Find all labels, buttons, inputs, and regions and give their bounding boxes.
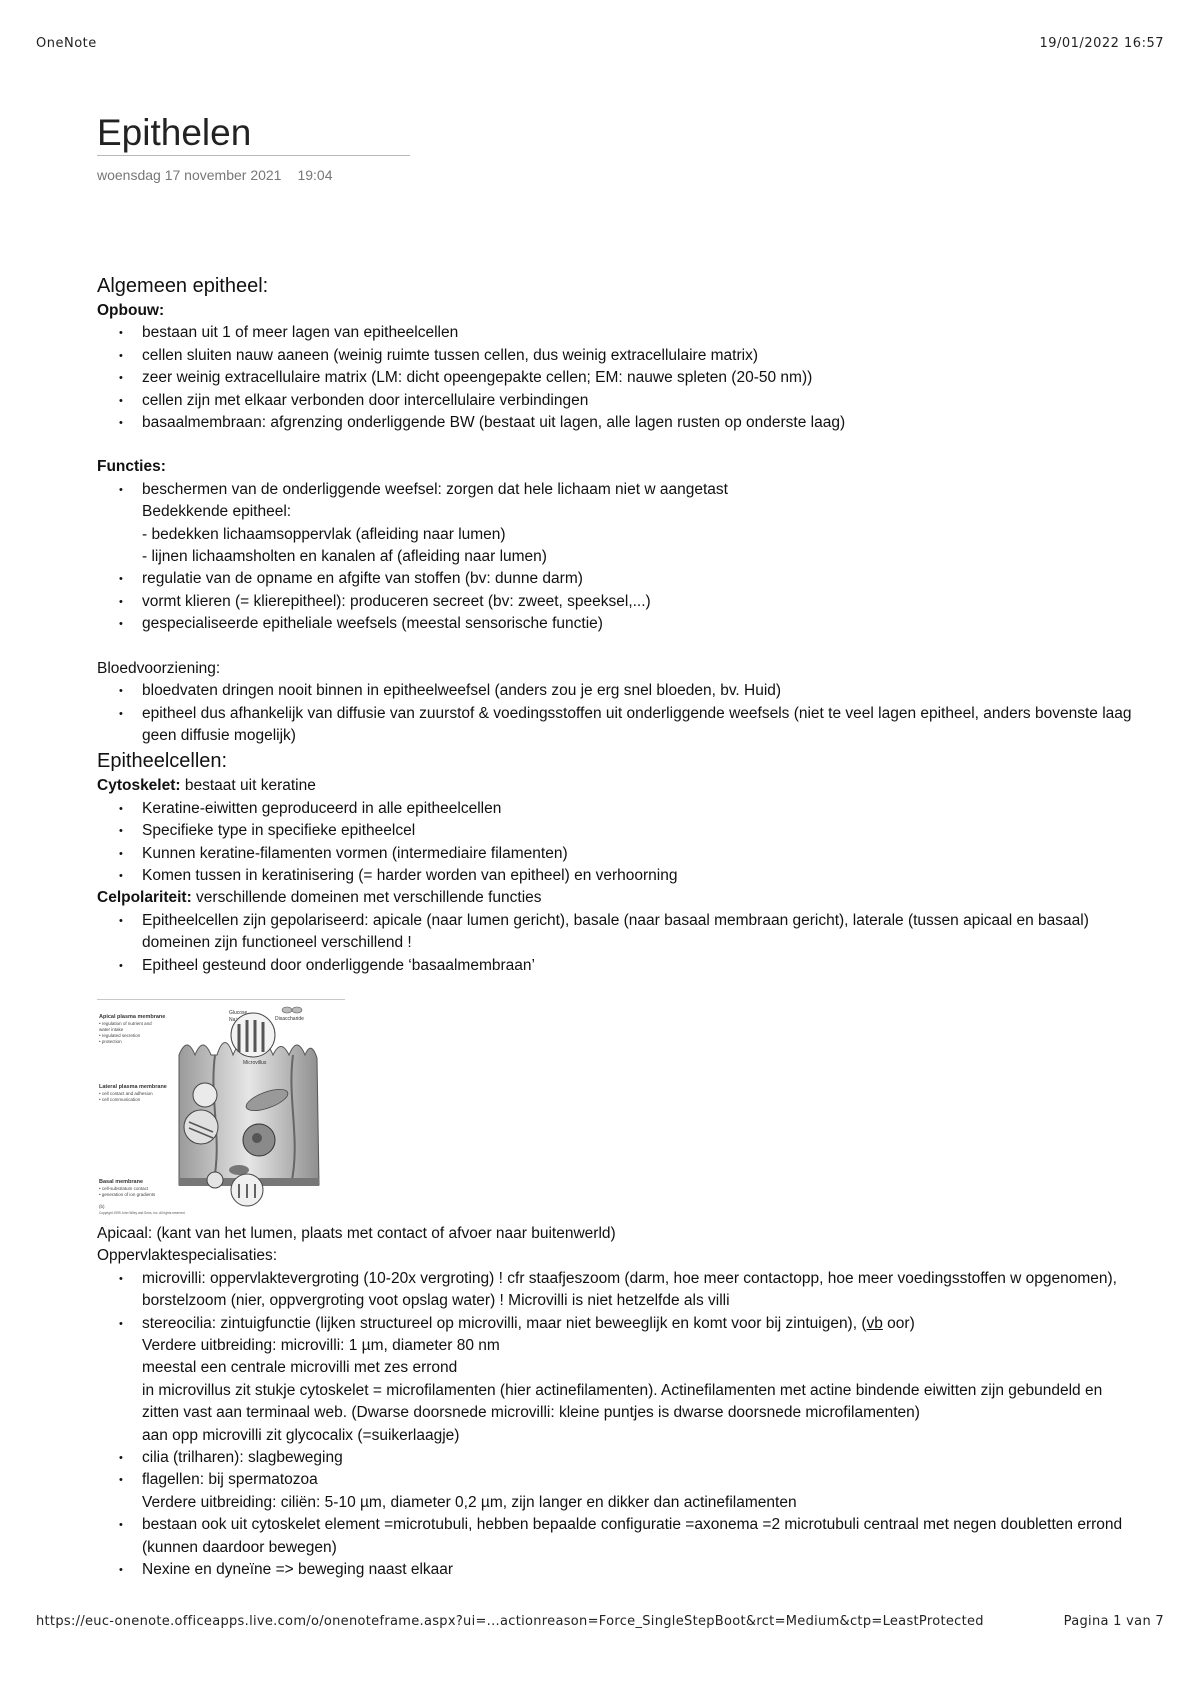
page-title: Epithelen [97, 112, 252, 153]
list-item [142, 479, 1137, 569]
list-item-sub: Bedekkende epitheel: [142, 503, 292, 521]
list-celpolariteit [97, 910, 1137, 977]
title-underline [97, 155, 410, 156]
list-cytoskelet [97, 798, 1137, 888]
stereocilia-text: stereocilia: zintuigfunctie (lijken structureel op microvilli, maar niet beweeglijk en komt voor bij zintuigen), ( [142, 1314, 867, 1332]
label-na: Na⁺ [229, 1016, 239, 1023]
junction-inset-circle [193, 1083, 217, 1107]
list-item: • Nexine en dyneïne => beweging naast elkaar [142, 1559, 1137, 1581]
heading-algemeen: Algemeen epitheel: [97, 275, 269, 297]
label-bloedvoorziening: Bloedvoorziening: [97, 659, 221, 677]
label-glucose: Glucose [229, 1009, 248, 1016]
epithelial-cell-diagram [97, 1000, 345, 1217]
list-item: • regulatie van de opname en afgifte van stoffen (bv: dunne darm) [142, 568, 1137, 590]
celpolariteit-text: verschillende domeinen met verschillende functies [191, 889, 542, 907]
page-datetime [97, 167, 333, 183]
label-microvillus: Microvillus [243, 1059, 267, 1066]
list-item: • Epitheel gesteund door onderliggende ‘basaalmembraan’ [142, 955, 1137, 977]
list-item-sub: - lijnen lichaamsholten en kanalen af (afleiding naar lumen) [142, 548, 547, 566]
list-item: • Epitheelcellen zijn gepolariseerd: apicale (naar lumen gericht), basale (naar basaal membraan gericht), laterale (tussen apicaal en basaal) domeinen zijn functioneel verschillend ! [142, 910, 1137, 955]
disaccharide-icon [282, 1007, 292, 1013]
stereocilia-text-end: oor) [882, 1314, 915, 1332]
figure-panel-label: (b) [99, 1203, 105, 1209]
list-item: • bestaan uit 1 of meer lagen van epitheelcellen [142, 322, 1137, 344]
label-disaccharide: Disaccharide [275, 1015, 304, 1022]
label-oppervlaktespecialisaties: Oppervlaktespecialisaties: [97, 1247, 278, 1265]
list-item-sub: aan opp microvilli zit glycocalix (=suikerlaagje) [142, 1426, 460, 1444]
footer-page-number: Pagina 1 van 7 [1063, 1614, 1164, 1629]
list-item: • microvilli: oppervlaktevergroting (10-20x vergroting) ! cfr staafjeszoom (darm, hoe meer contactopp, hoe meer voedingsstoffen w opgenomen), borstelzoom (nier, oppvergroting voot opslag water) ! Microvilli is niet hetzelfde als villi [142, 1268, 1137, 1313]
list-item: • Keratine-eiwitten geproduceerd in alle epitheelcellen [142, 798, 1137, 820]
label-opbouw: Opbouw: [97, 302, 165, 319]
apical-legend-item: • protection [99, 1038, 122, 1044]
basal-legend-item: • generation of ion gradients [99, 1191, 156, 1197]
cytoskelet-text: bestaat uit keratine [180, 777, 316, 795]
basal-legend-title: Basal membrane [99, 1178, 144, 1185]
list-item-text: flagellen: bij spermatozoa [142, 1471, 318, 1489]
list-item [142, 1313, 1137, 1447]
cytoskelet-line [97, 775, 1137, 797]
epithelial-cell-figure [97, 999, 345, 1217]
nucleolus [252, 1133, 262, 1143]
list-functies [97, 479, 1137, 636]
list-item: • cellen zijn met elkaar verbonden door intercellulaire verbindingen [142, 390, 1137, 412]
lateral-legend-item: • cell communication [99, 1096, 141, 1102]
list-item-text: beschermen van de onderliggende weefsel: zorgen dat hele lichaam niet w aangetast [142, 480, 728, 498]
list-item-sub: Verdere uitbreiding: ciliën: 5-10 µm, diameter 0,2 µm, zijn langer en dikker dan actinefilamenten [142, 1493, 797, 1511]
label-cytoskelet: Cytoskelet: [97, 777, 181, 795]
apical-legend-item: • regulated secretion [99, 1032, 141, 1038]
list-item: • zeer weinig extracellulaire matrix (LM: dicht opeengepakte cellen; EM: nauwe spleten (20-50 nm)) [142, 367, 1137, 389]
footer-url: https://euc-onenote.officeapps.live.com/o/onenoteframe.aspx?ui=...actionreason=Force_SingleStepBoot&rct=Medium&ctp=LeastProtected [36, 1614, 984, 1629]
lateral-legend-title: Lateral plasma membrane [99, 1083, 167, 1090]
list-item [142, 1469, 1137, 1514]
list-item: • cilia (trilharen): slagbeweging [142, 1447, 1137, 1469]
apical-legend-title: Apical plasma membrane [99, 1013, 166, 1020]
list-item: • cellen sluiten nauw aaneen (weinig ruimte tussen cellen, dus weinig extracellulaire matrix) [142, 345, 1137, 367]
mitochondrion [229, 1165, 249, 1175]
label-functies: Functies: [97, 458, 166, 476]
list-oppervlaktespecialisaties [97, 1268, 1137, 1582]
list-item: • vormt klieren (= klierepitheel): produceren secreet (bv: zweet, speeksel,...) [142, 591, 1137, 613]
list-item: • Specifieke type in specifieke epitheelcel [142, 820, 1137, 842]
list-item: • bloedvaten dringen nooit binnen in epitheelweefsel (anders zou je erg snel bloeden, bv. Huid) [142, 680, 1137, 702]
list-item-sub: in microvillus zit stukje cytoskelet = microfilamenten (hier actinefilamenten). Actinefilamenten met actine bindende eiwitten zijn gebundeld en zitten vast aan terminaal web. (Dwarse doorsnede microvilli: kleine puntjes is dwarse doorsnede microfilamenten) [142, 1381, 1103, 1422]
list-item: • basaalmembraan: afgrenzing onderliggende BW (bestaat uit lagen, alle lagen rusten op onderste laag) [142, 412, 1137, 434]
apical-legend-item: • regulation of nutrient and [99, 1020, 152, 1026]
list-item: • Kunnen keratine-filamenten vormen (intermediaire filamenten) [142, 843, 1137, 865]
list-bloed [97, 680, 1137, 747]
app-name: OneNote [36, 36, 97, 51]
print-timestamp: 19/01/2022 16:57 [1039, 36, 1164, 51]
list-item-sub: - bedekken lichaamsoppervlak (afleiding naar lumen) [142, 525, 506, 543]
list-opbouw [97, 322, 1137, 434]
page-time: 19:04 [297, 167, 333, 183]
list-item: • bestaan ook uit cytoskelet element =microtubuli, hebben bepaalde configuratie =axonema =2 microtubuli centraal met negen doubletten errond (kunnen daardoor bewegen) [142, 1514, 1137, 1559]
hemidesmosome-inset [207, 1172, 223, 1188]
disaccharide-icon [292, 1007, 302, 1013]
list-item: • gespecialiseerde epitheliale weefsels (meestal sensorische functie) [142, 613, 1137, 635]
figure-copyright: Copyright 1999 John Wiley and Sons, Inc. All rights reserved. [99, 1210, 186, 1215]
basal-legend-item: • cell-substratum contact [99, 1185, 149, 1191]
list-item-sub: meestal een centrale microvilli met zes errond [142, 1359, 458, 1377]
page-date: woensdag 17 november 2021 [97, 167, 282, 183]
list-item-sub: Verdere uitbreiding: microvilli: 1 µm, diameter 80 nm [142, 1337, 500, 1354]
label-celpolariteit: Celpolariteit: [97, 889, 192, 907]
apicaal-intro: Apicaal: (kant van het lumen, plaats met contact of afvoer naar buitenwerld) [97, 1224, 616, 1242]
stereocilia-underlined: vb [866, 1314, 883, 1332]
note-content [97, 272, 1137, 1581]
celpolariteit-line [97, 887, 1137, 909]
lateral-legend-item: • cell contact and adhesion [99, 1090, 153, 1096]
apical-legend-item: water intake [99, 1026, 124, 1032]
heading-epitheelcellen: Epitheelcellen: [97, 750, 228, 773]
list-item: • Komen tussen in keratinisering (= harder worden van epitheel) en verhoorning [142, 865, 1137, 887]
list-item: • epitheel dus afhankelijk van diffusie van zuurstof & voedingsstoffen uit onderliggende weefsels (niet te veel lagen epitheel, anders bovenste laag geen diffusie mogelijk) [142, 703, 1137, 748]
